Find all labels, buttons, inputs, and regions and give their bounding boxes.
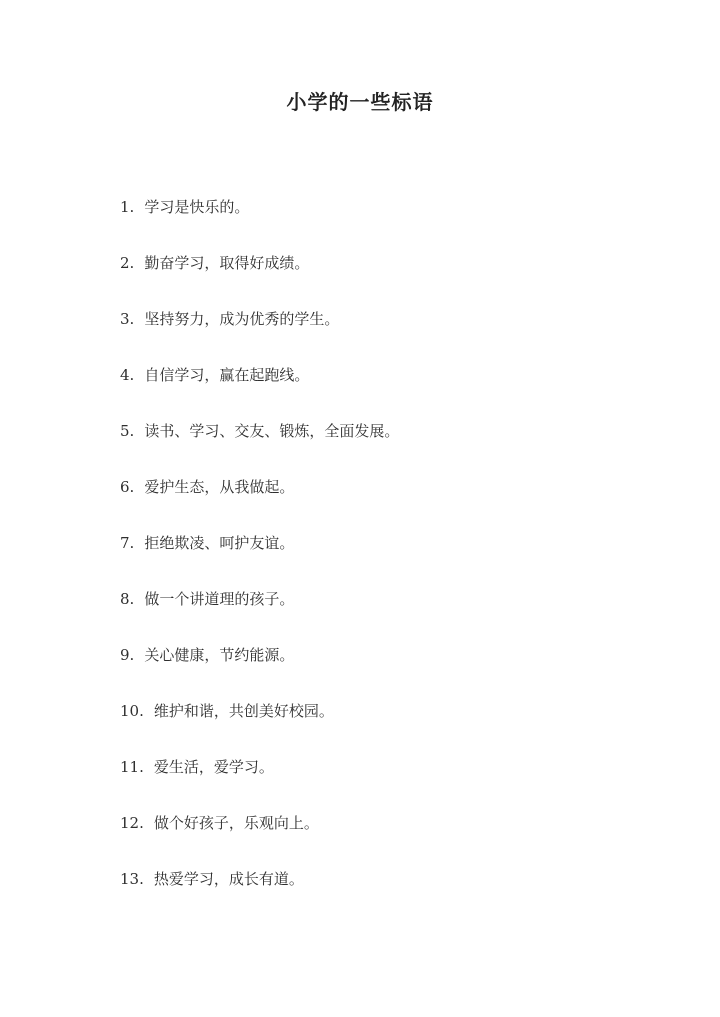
list-item <box>120 416 399 472</box>
item-number: 2. <box>120 254 135 272</box>
slogan-list <box>120 192 399 920</box>
item-text: 学习是快乐的。 <box>144 198 250 216</box>
item-number: 10. <box>120 702 144 720</box>
item-number: 6. <box>120 478 135 496</box>
item-text: 做个好孩子，乐观向上。 <box>153 814 319 832</box>
item-number: 8. <box>120 590 135 608</box>
list-item <box>120 864 399 920</box>
list-item <box>120 640 399 696</box>
item-number: 4. <box>120 366 135 384</box>
item-number: 3. <box>120 310 135 328</box>
item-text: 热爱学习，成长有道。 <box>153 870 304 888</box>
item-text: 读书、学习、交友、锻炼，全面发展。 <box>144 422 400 440</box>
list-item <box>120 528 399 584</box>
item-text: 爱生活，爱学习。 <box>153 758 274 776</box>
item-text: 坚持努力，成为优秀的学生。 <box>144 310 340 328</box>
item-text: 爱护生态，从我做起。 <box>144 478 295 496</box>
item-number: 5. <box>120 422 135 440</box>
item-text: 维护和谐，共创美好校园。 <box>153 702 334 720</box>
item-number: 7. <box>120 534 135 552</box>
list-item <box>120 304 399 360</box>
item-number: 11. <box>120 758 144 776</box>
item-text: 做一个讲道理的孩子。 <box>144 590 295 608</box>
list-item <box>120 472 399 528</box>
list-item <box>120 696 399 752</box>
list-item <box>120 808 399 864</box>
list-item <box>120 360 399 416</box>
list-item <box>120 248 399 304</box>
item-number: 12. <box>120 814 144 832</box>
item-number: 9. <box>120 646 135 664</box>
item-number: 1. <box>120 198 135 216</box>
item-number: 13. <box>120 870 144 888</box>
item-text: 自信学习，赢在起跑线。 <box>144 366 310 384</box>
item-text: 拒绝欺凌、呵护友谊。 <box>144 534 295 552</box>
list-item <box>120 584 399 640</box>
list-item <box>120 192 399 248</box>
item-text: 关心健康，节约能源。 <box>144 646 295 664</box>
item-text: 勤奋学习，取得好成绩。 <box>144 254 310 272</box>
list-item <box>120 752 399 808</box>
document-title: 小学的一些标语 <box>286 90 434 114</box>
